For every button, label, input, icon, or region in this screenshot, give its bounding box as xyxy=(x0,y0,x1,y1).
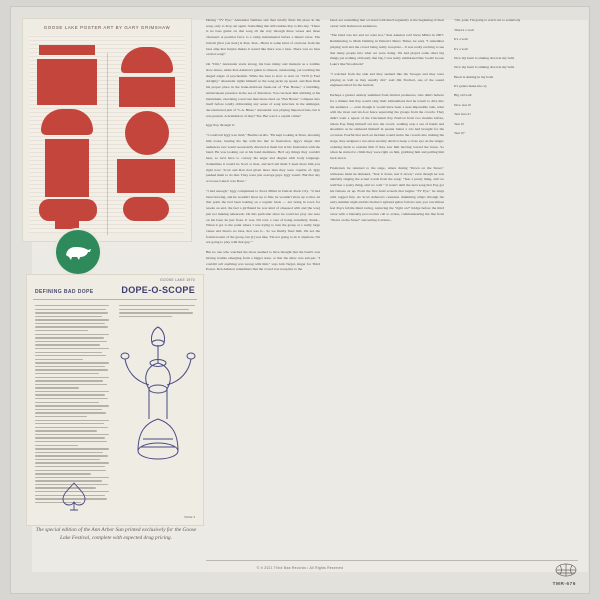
leaflet-column-right xyxy=(119,305,195,319)
paragraph: Iggy Pop through it: xyxy=(206,123,235,128)
paragraph: "I watched from the side and they seemed like the Stooges and they were playing as well as they usually did," said Jim Trachett, one of the sound engineers hired for the festival. xyxy=(330,71,444,88)
copyright-line: © ℗ 2021 Third Man Records • All Rights Reserved xyxy=(256,566,344,570)
poster-artwork-icon xyxy=(29,35,185,233)
leaflet-page-mark: PAGE 3 xyxy=(184,515,195,519)
paragraph: During "TV Eye," Alexander fumbles and then briefly finds his place in the song, only to drop out again. Something that still rankles Pop to this day. "There is no bass guitar on that song all the way through three verses and three choruses! A peculiar farce to a vamp instrumental before a muted verse. The bottom [that you hear] is Ron. Ron—Brent is some kind of overtone from the bass amp that maybe makes it sound like there was a bass. There was no bass on that song!" xyxy=(206,18,320,57)
lyric-line: Tear into it! xyxy=(454,112,471,117)
lyric-line: Tear it!" xyxy=(454,131,466,136)
paragraph: On "Dirt," Alexander starts strong, his bass slinky and insistent as a zombie slow dance, while Ron Asheton's guitar is sinuous, unrelenting, yet touching the singed edges of psychedelia. While the bass is slow to start on "1970 (I Feel Alright)," Alexander rights himself as the song picks up speed, and then finds his proper place in the honk-delicious freak-out of "Fun House," a bubbling, subterranean presence in the sea of distortion. You can hear him stabbing at his instrument, executing a nervous marcatone buzz on "Fun House" collapses into itself before totally obliterating any sense of song structure in the unhinged, deconstructed jam of "L.A. Blues." Alexander was playing imported bass, but it was present. A demolition of duty? Yes. But was it a capital crime? xyxy=(206,62,320,118)
lyric-line: Tear it! xyxy=(454,121,465,126)
leaflet-heading-left: DEFINING BAD DOPE xyxy=(35,289,94,295)
leaflet-divider xyxy=(33,299,197,300)
poster-divider xyxy=(107,53,108,235)
body-column-one xyxy=(206,18,320,277)
goose-lake-bull-emblem-icon xyxy=(56,230,100,274)
paragraph: band, not something that occurred with much regularity at the beginning of their career with hometown audiences. xyxy=(330,18,444,28)
paragraph: Perhaps a greater anxiety stemmed from festival promoters, who didn't believe for a minute that Pop would obey their admonitions that he wasn't to dive into the audience — even though it would have been a near-impossible task, what with the moat and six-foot fence separating the groups from the crowds. They didn't want a repeat of the Cincinnati Pop Festival from two months before, where Pop flung himself out into the crowd, walking atop a sea of hands and shoulders as he slathered himself in peanut butter a trio had brought for the occasion. Fearful that such an incident would incite the crowds into rushing the stage, they assigned a two-man security detail to keep a close eye on the singer, ordering them to restrain him if they saw him moving toward the fence. So when he started to climb they were right on him, grabbing him and pulling him back down. xyxy=(330,93,444,161)
lyric-line: Heart is sinking in my balls xyxy=(454,74,494,79)
body-column-three xyxy=(454,18,568,140)
ann-arbor-sun-leaflet xyxy=(26,274,204,526)
lyric-line: Now my heart is sinking down in my balls xyxy=(454,65,515,70)
goose-lake-poster xyxy=(22,18,192,242)
third-man-records-logo-icon xyxy=(554,562,578,578)
lyric-line: Big old wall xyxy=(454,93,472,98)
lyric-line: Now tear it! xyxy=(454,102,472,107)
spade-ornament-icon xyxy=(61,481,87,511)
lyric-line: It's a wall xyxy=(454,46,468,51)
left-image-column xyxy=(22,18,197,542)
lyric-line: It's a wall xyxy=(454,37,468,42)
body-column-two xyxy=(330,18,444,227)
lyrics-intro: "Oh, yeah, I'm going to reach out to somebody xyxy=(454,18,521,22)
poster-caption: GOOSE LAKE POSTER ART BY GARY GRIMSHAW xyxy=(43,25,171,30)
footer-divider xyxy=(206,560,578,561)
paragraph: Frustrated, he returned to the stage, where during "Down on the Street," witnesses insist he shrieked, "Tear it down, tear it down," even though he was dutifully singing the actual words from the song: "Tear a pretty thing, ain't no wall/See a pretty thing, ain't no wall." It wasn't until the next song that Pop got his famous ax up. From the first fetid screech that begins "TV Eye," he sings with ragged fury. As Scott Asheton's ceaseless drumming whips through the early summer night and his brother's agitated guitar follows suit, you can almost feel Pop's febrile mind racing, replacing the "right on!" bridge before the third verse with a blatantly provocative call to action, commandeering the line from "Down on the Street" and setting it ablaze... xyxy=(330,165,444,222)
hookah-illustration-icon xyxy=(119,319,197,479)
lyric-line: There's a wall xyxy=(454,27,474,32)
leaflet-top-note: GOOSE LAKE 1970 xyxy=(159,278,195,282)
leaflet-heading-right: DOPE-O-SCOPE xyxy=(121,285,195,295)
lyric-line: It's gonna make me cry xyxy=(454,84,487,89)
paragraph: But no one who watched the show seemed to have thought that the band's was having trouble emerging from a bigger state, or that the show was sub-par. "I couldn't tell anything was wrong with him," says Jem Targal, singer for Third Power. Ron Asheton remembers that the crowd was receptive to the xyxy=(206,250,320,272)
leaflet-column-left xyxy=(35,305,109,505)
paragraph: "I could tell Iggy was livid," Beattie recalls. "He kept looking at Dave, shooting him looks, beating his hip with his mic in frustration. Iggy's singer that audiences saw wasn't necessarily directed at them but at his frustration with the band. He was looking out at his band members. He'd say things they couldn't hear, so he'd have to convey his anger and disgust with body language. Sometimes it would be Scott or Ron, and he'd tell them 'I need more him you right now.' Scott and Ron had given more than they were capable of. Iggy pushed them to do that. They were just average guys. Iggy wasn't. But that day at Goose Lake it was Dave." xyxy=(206,133,320,184)
catalog-number: TMR-676 xyxy=(552,581,576,586)
lyric-line: Now my heart is sinking down in my balls xyxy=(454,55,515,60)
paragraph: "The band was hot and we were hot," Ron Asheton told Steve Miller in 2007. Reminiscing to Mark Deming in Detroit's Metro Times, he said, "I remember playing well and the crowd being really receptive... It was really exciting to see that many people into what we were doing. We had played some other big things [on nothing obviously that big, I was really exhilarated like 'Gosh! Goose Lake's like Woodstock!' xyxy=(330,33,444,67)
leaflet-caption: The special edition of the Ann Arbor Sun printed exclusively for the Goose Lake Festival, complete with expected drug pricing. xyxy=(35,527,197,542)
paragraph: "I had enough," Iggy complained to Steve Miller in Detroit Rock City. "It had been brewing, and he wouldn't show up to first, he wouldn't show up to that. At that point the bad been leaning on a regular basis — not being in town for weeks on end, the feel a girlfriend he was kind of obsessed with and [he was] just not making rehearsals. On this particular show he could not play one note on his bass; he just froze. It was, I'm told, a case of being extremely drunk... When it got to the point where I was trying to turn the group at a really large venue and there's no bass, that was it... So we finally fired him. I'm not the formal leader of the group, but [I] was like, 'I'm not going to do it anymore. I'm not going to play with that guy.’" xyxy=(206,188,320,245)
